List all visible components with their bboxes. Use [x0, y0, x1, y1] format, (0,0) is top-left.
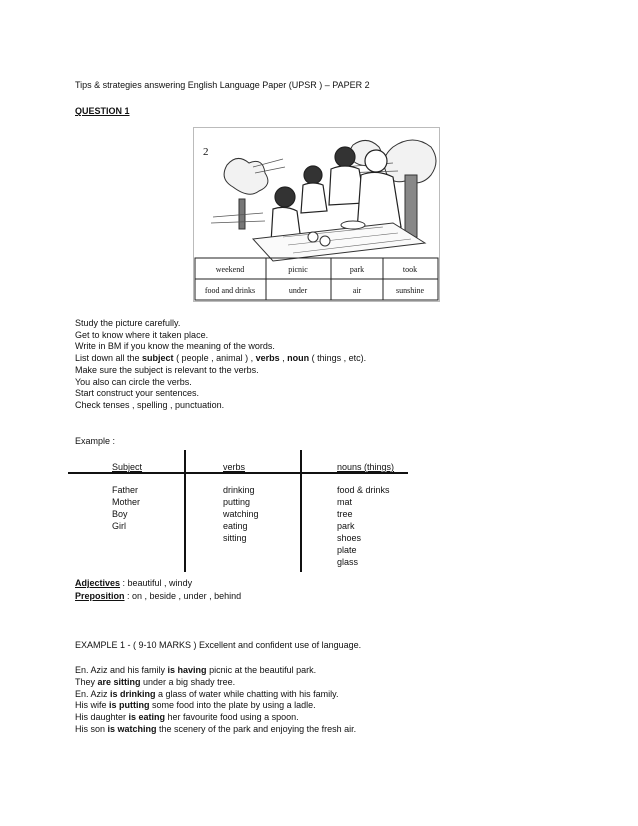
sentence-line: They are sitting under a big shady tree. — [75, 676, 236, 687]
step-line: List down all the subject ( people , animal ) , verbs , noun ( things , etc). — [75, 353, 367, 364]
table-cell: watching — [223, 509, 259, 519]
word-food-and-drinks: food and drinks — [204, 286, 256, 295]
table-cell: glass — [337, 557, 359, 567]
sentence-line: En. Aziz and his family is having picnic at the beautiful park. — [75, 665, 317, 675]
word-park: park — [349, 265, 365, 274]
picture-number: 2 — [203, 146, 209, 158]
table-cell: plate — [337, 545, 357, 555]
step-line: Study the picture carefully. — [75, 318, 181, 328]
table-cell: Girl — [112, 521, 126, 531]
word-weekend: weekend — [215, 265, 245, 274]
table-cell: food & drinks — [337, 485, 390, 495]
word-picnic: picnic — [288, 265, 308, 274]
adjectives-line: Adjectives : beautiful , windy — [75, 578, 193, 588]
table-cell: eating — [223, 521, 248, 531]
table-cell: tree — [337, 509, 353, 519]
table-divider — [184, 450, 186, 572]
strategy-steps — [75, 318, 366, 412]
document-title: Tips & strategies answering English Language Paper (UPSR ) – PAPER 2 — [75, 80, 370, 90]
example-sentences — [75, 665, 356, 736]
column-header: Subject — [112, 462, 143, 472]
column-header: nouns (things) — [337, 462, 395, 472]
step-line: Start construct your sentences. — [75, 388, 200, 399]
word-sunshine: sunshine — [396, 286, 424, 295]
sentence-line: His wife is putting some food into the plate by using a ladle. — [75, 700, 316, 711]
step-line: You also can circle the verbs. — [75, 376, 192, 387]
verbs-column — [223, 461, 259, 544]
table-cell: Father — [112, 485, 139, 495]
preposition-line: Preposition : on , beside , under , behind — [75, 591, 242, 601]
word-air: air — [352, 286, 362, 295]
table-cell: Boy — [112, 509, 128, 519]
table-cell: drinking — [223, 485, 255, 495]
table-cell: shoes — [337, 533, 362, 543]
sentence-line: His daughter is eating her favourite food using a spoon. — [75, 712, 299, 723]
table-cell: sitting — [223, 533, 247, 543]
step-line: Make sure the subject is relevant to the verbs. — [75, 364, 259, 375]
question-heading: QUESTION 1 — [75, 106, 130, 116]
column-header: verbs — [223, 462, 246, 472]
subject-column — [112, 461, 142, 532]
word-took: took — [402, 265, 418, 274]
sentence-line: En. Aziz is drinking a glass of water while chatting with his family. — [75, 688, 339, 699]
table-cell: putting — [223, 497, 251, 507]
table-cell: park — [337, 521, 355, 531]
step-line: Check tenses , spelling , punctuation. — [75, 399, 225, 410]
word-under: under — [288, 286, 308, 295]
sentence-line: His son is watching the scenery of the park and enjoying the fresh air. — [75, 723, 357, 734]
table-cell: Mother — [112, 497, 141, 507]
step-line: Get to know where it taken place. — [75, 329, 209, 340]
example-label: Example : — [75, 436, 116, 446]
nouns-column — [337, 461, 394, 568]
word-category-table — [68, 450, 408, 572]
picnic-picture — [193, 127, 440, 302]
example1-heading: EXAMPLE 1 - ( 9-10 MARKS ) Excellent and confident use of language. — [75, 640, 362, 650]
step-line: Write in BM if you know the meaning of the words. — [75, 341, 275, 352]
table-divider — [300, 450, 302, 572]
table-cell: mat — [337, 497, 353, 507]
